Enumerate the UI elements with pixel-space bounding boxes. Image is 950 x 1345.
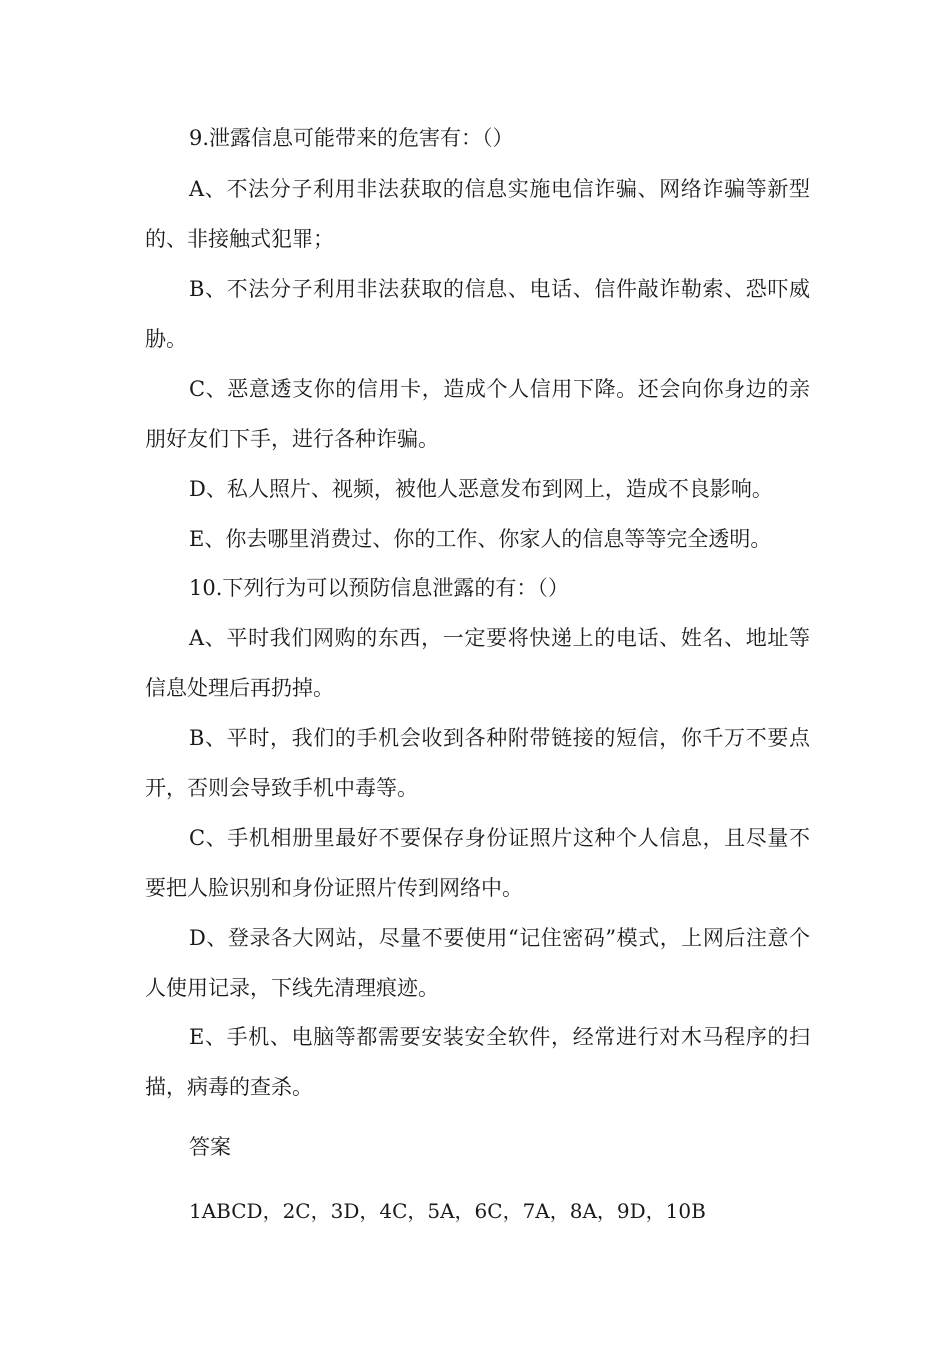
question-10: 10.下列行为可以预防信息泄露的有：（） — [189, 576, 569, 600]
question-10-option-b: B、平时，我们的手机会收到各种附带链接的短信，你千万不要点开，否则会导致手机中毒等。 — [145, 726, 810, 800]
question-9: 9.泄露信息可能带来的危害有：（） — [189, 126, 514, 150]
question-9-option-e: E、你去哪里消费过、你的工作、你家人的信息等等完全透明。 — [189, 527, 772, 551]
question-10-option-a: A、平时我们网购的东西，一定要将快递上的电话、姓名、地址等信息处理后再扔掉。 — [145, 626, 810, 700]
question-9-option-c: C、恶意透支你的信用卡，造成个人信用下降。还会向你身边的亲朋好友们下手，进行各种诈骗。 — [145, 377, 810, 451]
question-9-option-a: A、不法分子利用非法获取的信息实施电信诈骗、网络诈骗等新型的、非接触式犯罪； — [145, 177, 810, 251]
question-10-option-c: C、手机相册里最好不要保存身份证照片这种个人信息，且尽量不要把人脸识别和身份证照片传到网络中。 — [145, 826, 810, 900]
question-10-option-d: D、登录各大网站，尽量不要使用“记住密码”模式，上网后注意个人使用记录，下线先清理痕迹。 — [145, 926, 810, 1000]
question-9-option-b: B、不法分子利用非法获取的信息、电话、信件敲诈勒索、恐吓威胁。 — [145, 277, 810, 351]
answer-key: 1ABCD，2C，3D，4C，5A，6C，7A，8A，9D，10B — [189, 1199, 706, 1223]
question-9-option-d: D、私人照片、视频，被他人恶意发布到网上，造成不良影响。 — [189, 477, 773, 501]
question-10-option-e: E、手机、电脑等都需要安装安全软件，经常进行对木马程序的扫描，病毒的查杀。 — [145, 1025, 810, 1099]
answer-heading: 答案 — [189, 1135, 231, 1159]
